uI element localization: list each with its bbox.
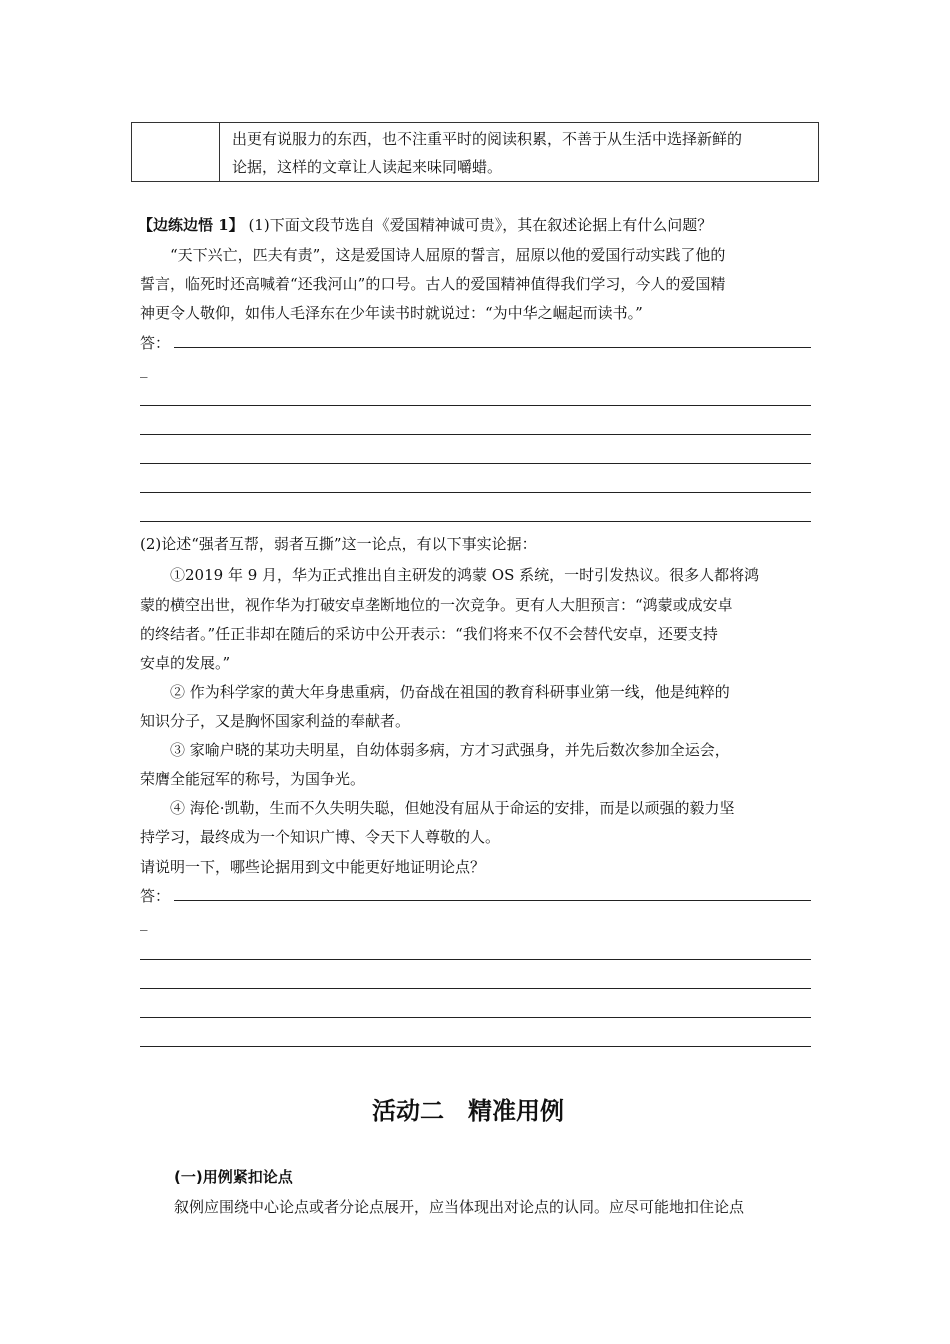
answer-line-2[interactable]	[140, 405, 811, 406]
question-2-prompt: 请说明一下，哪些论据用到文中能更好地证明论点？	[140, 858, 486, 876]
evidence-line-7: ③ 家喻户晓的某功夫明星，自幼体弱多病，方才习武强身，并先后数次参加全运会，	[170, 741, 730, 759]
evidence-line-10: 持学习，最终成为一个知识广博、令天下人尊敬的人。	[140, 828, 501, 846]
passage-line-1: “天下兴亡，匹夫有责”，这是爱国诗人屈原的誓言，屈原以他的爱国行动实践了他的	[170, 246, 726, 264]
exercise-question-1	[138, 214, 712, 235]
table-text-line-2: 论据，这样的文章让人读起来味同嚼蜡。	[232, 158, 503, 176]
answer-line-7[interactable]	[174, 900, 811, 901]
evidence-line-1: ①2019 年 9 月，华为正式推出自主研发的鸿蒙 OS 系统，一时引发热议。很多人都将鸿	[170, 566, 760, 584]
question-2-text: (2)论述“强者互帮，弱者互撕”这一论点，有以下事实论据：	[140, 535, 537, 553]
evidence-line-4: 安卓的发展。”	[140, 654, 231, 672]
evidence-line-3: 的终结者。”任正非却在随后的采访中公开表示：“我们将来不仅不会替代安卓，还要支持	[140, 625, 718, 643]
table-divider	[219, 123, 220, 181]
passage-line-2: 誓言，临死时还高喊着“还我河山”的口号。古人的爱国精神值得我们学习，今人的爱国精	[140, 275, 726, 293]
table-continuation	[131, 122, 819, 182]
answer-line-5[interactable]	[140, 492, 811, 493]
answer-line-11[interactable]	[140, 1046, 811, 1047]
answer-line-3[interactable]	[140, 434, 811, 435]
evidence-line-9: ④ 海伦·凯勒，生而不久失明失聪，但她没有屈从于命运的安排，而是以顽强的毅力坚	[170, 799, 735, 817]
answer-label-2: 答：	[140, 887, 171, 905]
activity-heading: 活动二 精准用例	[372, 1097, 564, 1125]
answer-line-4[interactable]	[140, 463, 811, 464]
answer-line-6[interactable]	[140, 521, 811, 522]
answer-line-8[interactable]	[140, 959, 811, 960]
activity-subheading: (一)用例紧扣论点	[174, 1168, 293, 1186]
answer-line-1[interactable]	[174, 347, 811, 348]
evidence-line-2: 蒙的横空出世，视作华为打破安卓垄断地位的一次竞争。更有人大胆预言：“鸿蒙或成安卓	[140, 596, 733, 614]
answer-dash-1: _	[140, 360, 148, 378]
table-text-line-1: 出更有说服力的东西，也不注重平时的阅读积累，不善于从生活中选择新鲜的	[232, 130, 743, 148]
answer-label-1: 答：	[140, 334, 171, 352]
evidence-line-8: 荣膺全能冠军的称号，为国争光。	[140, 770, 366, 788]
activity-body: 叙例应围绕中心论点或者分论点展开，应当体现出对论点的认同。应尽可能地扣住论点	[174, 1198, 745, 1216]
answer-dash-2: _	[140, 913, 148, 931]
question-1-text: (1)下面文段节选自《爱国精神诚可贵》，其在叙述论据上有什么问题？	[248, 216, 713, 234]
evidence-line-5: ② 作为科学家的黄大年身患重病，仍奋战在祖国的教育科研事业第一线，他是纯粹的	[170, 683, 730, 701]
passage-line-3: 神更令人敬仰，如伟人毛泽东在少年读书时就说过：“为中华之崛起而读书。”	[140, 304, 643, 322]
evidence-line-6: 知识分子，又是胸怀国家利益的奉献者。	[140, 712, 411, 730]
exercise-tag: 【边练边悟 1】	[138, 216, 244, 234]
answer-line-9[interactable]	[140, 988, 811, 989]
answer-line-10[interactable]	[140, 1017, 811, 1018]
